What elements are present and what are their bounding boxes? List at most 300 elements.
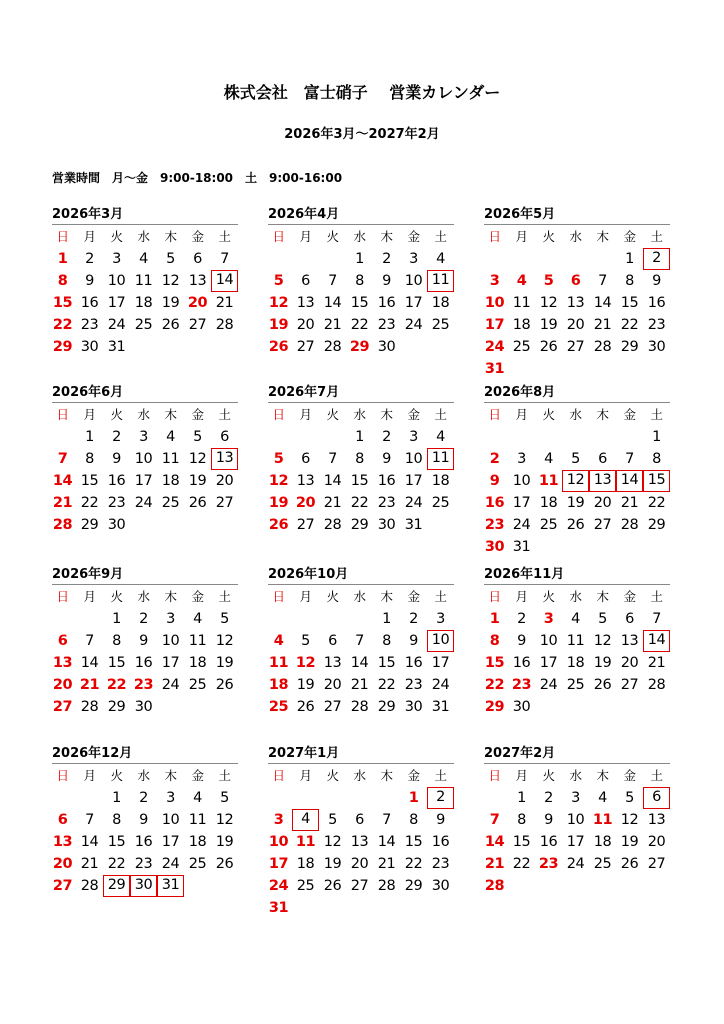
empty-cell — [562, 248, 589, 270]
day-cell: 21 — [79, 677, 100, 693]
day-cell: 14 — [377, 834, 396, 850]
day-cell: 30 — [377, 339, 396, 355]
day-cell: 23 — [484, 517, 505, 533]
empty-cell — [292, 787, 319, 809]
day-cell: 10 — [566, 812, 585, 828]
weekday-header: 木 — [380, 768, 393, 783]
day-cell: 1 — [112, 790, 121, 806]
weekday-header: 木 — [164, 589, 177, 604]
weekday-header: 土 — [218, 229, 231, 244]
day-cell: 25 — [134, 317, 153, 333]
empty-cell — [481, 787, 508, 809]
weekday-header: 土 — [650, 407, 663, 422]
day-cell-marked: 11 — [427, 270, 454, 292]
day-cell: 14 — [80, 834, 99, 850]
day-cell: 16 — [134, 834, 153, 850]
day-cell: 6 — [193, 251, 202, 267]
day-cell: 13 — [188, 273, 207, 289]
day-cell: 3 — [571, 790, 580, 806]
weekday-header: 金 — [623, 768, 636, 783]
day-cell: 28 — [484, 878, 505, 894]
day-cell: 17 — [484, 317, 505, 333]
day-cell: 27 — [350, 878, 369, 894]
day-cell: 22 — [377, 677, 396, 693]
day-cell: 7 — [220, 251, 229, 267]
month-calendar — [52, 385, 238, 536]
day-cell: 12 — [188, 451, 207, 467]
day-cell: 28 — [377, 878, 396, 894]
day-cell: 30 — [431, 878, 450, 894]
empty-cell — [508, 426, 535, 448]
day-cell: 28 — [350, 699, 369, 715]
day-cell: 15 — [52, 295, 73, 311]
day-cell: 12 — [215, 812, 234, 828]
weekday-header: 金 — [191, 768, 204, 783]
business-hours: 営業時間 月～金 9:00-18:00 土 9:00-16:00 — [52, 171, 343, 185]
day-cell: 6 — [301, 451, 310, 467]
day-grid — [49, 225, 238, 358]
day-cell-marked: 11 — [427, 448, 454, 470]
month-calendar — [484, 385, 670, 558]
day-cell: 10 — [268, 834, 289, 850]
day-cell: 11 — [592, 812, 613, 828]
day-cell: 28 — [52, 517, 73, 533]
day-cell: 21 — [484, 856, 505, 872]
day-cell-marked: 14 — [616, 470, 643, 492]
day-cell: 29 — [377, 699, 396, 715]
day-cell: 19 — [593, 655, 612, 671]
day-cell: 9 — [652, 273, 661, 289]
month-calendar — [52, 567, 238, 718]
weekday-header: 金 — [407, 407, 420, 422]
day-cell: 9 — [544, 812, 553, 828]
day-cell: 19 — [296, 677, 315, 693]
day-cell: 24 — [539, 677, 558, 693]
day-cell: 4 — [436, 429, 445, 445]
day-cell: 18 — [512, 317, 531, 333]
day-cell: 12 — [620, 812, 639, 828]
day-cell: 26 — [296, 699, 315, 715]
day-cell: 26 — [620, 856, 639, 872]
day-cell: 5 — [301, 633, 310, 649]
day-cell: 15 — [620, 295, 639, 311]
day-cell: 8 — [489, 633, 500, 649]
day-cell: 7 — [328, 451, 337, 467]
day-cell: 16 — [539, 834, 558, 850]
day-cell: 28 — [80, 699, 99, 715]
day-cell: 20 — [52, 856, 73, 872]
weekday-header: 木 — [380, 589, 393, 604]
day-cell: 21 — [80, 856, 99, 872]
month-calendar — [268, 746, 454, 919]
weekday-header: 水 — [353, 407, 366, 422]
day-cell: 5 — [328, 812, 337, 828]
weekday-header: 日 — [272, 589, 285, 604]
day-cell: 12 — [539, 295, 558, 311]
day-cell: 1 — [382, 611, 391, 627]
day-cell: 12 — [161, 273, 180, 289]
day-cell: 8 — [85, 451, 94, 467]
day-grid — [265, 764, 454, 919]
day-cell: 9 — [139, 812, 148, 828]
month-title: 2026年4月 — [268, 207, 454, 225]
day-grid — [49, 403, 238, 536]
day-cell: 23 — [133, 677, 154, 693]
day-cell: 29 — [52, 339, 73, 355]
day-grid — [481, 764, 670, 897]
weekday-header: 火 — [326, 229, 339, 244]
day-cell: 17 — [539, 655, 558, 671]
weekday-header: 金 — [623, 407, 636, 422]
day-cell: 17 — [107, 295, 126, 311]
day-cell: 17 — [268, 856, 289, 872]
day-cell: 17 — [512, 495, 531, 511]
weekday-header: 木 — [596, 589, 609, 604]
day-cell: 18 — [134, 295, 153, 311]
day-cell: 25 — [431, 495, 450, 511]
day-cell: 22 — [647, 495, 666, 511]
weekday-header: 月 — [515, 589, 528, 604]
day-cell: 7 — [85, 812, 94, 828]
day-cell: 17 — [404, 295, 423, 311]
empty-cell — [535, 426, 562, 448]
day-cell: 12 — [295, 655, 316, 671]
weekday-header: 金 — [191, 589, 204, 604]
day-cell: 3 — [517, 451, 526, 467]
day-cell: 6 — [57, 812, 68, 828]
day-cell: 27 — [296, 517, 315, 533]
day-cell: 21 — [52, 495, 73, 511]
day-cell: 24 — [566, 856, 585, 872]
day-cell: 15 — [484, 655, 505, 671]
day-cell: 5 — [543, 273, 554, 289]
day-cell: 23 — [377, 495, 396, 511]
weekday-header: 水 — [353, 768, 366, 783]
empty-cell — [319, 608, 346, 630]
day-cell: 16 — [484, 495, 505, 511]
month-title: 2026年9月 — [52, 567, 238, 585]
day-cell: 27 — [52, 878, 73, 894]
month-title: 2026年5月 — [484, 207, 670, 225]
day-cell: 2 — [139, 790, 148, 806]
day-cell: 18 — [431, 473, 450, 489]
empty-cell — [292, 608, 319, 630]
day-cell: 27 — [566, 339, 585, 355]
day-cell: 1 — [112, 611, 121, 627]
day-cell: 30 — [484, 539, 505, 555]
day-cell: 4 — [571, 611, 580, 627]
day-cell: 30 — [80, 339, 99, 355]
day-cell: 18 — [431, 295, 450, 311]
day-grid — [49, 764, 238, 897]
day-cell: 15 — [107, 655, 126, 671]
day-cell: 1 — [489, 611, 500, 627]
day-cell: 6 — [598, 451, 607, 467]
weekday-header: 土 — [650, 768, 663, 783]
day-cell: 5 — [625, 790, 634, 806]
day-cell: 3 — [543, 611, 554, 627]
day-cell: 3 — [409, 429, 418, 445]
empty-cell — [265, 426, 292, 448]
empty-cell — [319, 248, 346, 270]
day-cell: 21 — [215, 295, 234, 311]
day-cell: 2 — [382, 429, 391, 445]
day-cell: 19 — [215, 655, 234, 671]
day-cell: 1 — [57, 251, 68, 267]
day-cell-marked: 31 — [157, 875, 184, 897]
weekday-header: 火 — [326, 589, 339, 604]
empty-cell — [292, 426, 319, 448]
weekday-header: 土 — [218, 407, 231, 422]
month-calendar — [268, 385, 454, 536]
day-cell: 8 — [517, 812, 526, 828]
month-calendar — [268, 207, 454, 358]
day-cell: 24 — [484, 339, 505, 355]
weekday-header: 木 — [380, 229, 393, 244]
day-cell: 15 — [350, 295, 369, 311]
day-cell: 18 — [296, 856, 315, 872]
day-cell: 25 — [566, 677, 585, 693]
day-cell-marked: 6 — [643, 787, 670, 809]
day-cell: 3 — [166, 790, 175, 806]
empty-cell — [265, 787, 292, 809]
empty-cell — [49, 426, 76, 448]
day-cell: 30 — [107, 517, 126, 533]
day-cell: 5 — [571, 451, 580, 467]
day-cell: 29 — [647, 517, 666, 533]
empty-cell — [49, 787, 76, 809]
day-cell: 23 — [80, 317, 99, 333]
empty-cell — [562, 426, 589, 448]
day-cell-marked: 15 — [643, 470, 670, 492]
weekday-header: 火 — [542, 768, 555, 783]
weekday-header: 月 — [515, 407, 528, 422]
day-cell: 2 — [517, 611, 526, 627]
weekday-header: 月 — [515, 229, 528, 244]
page-title: 株式会社 富士硝子 営業カレンダー — [223, 83, 501, 102]
day-cell: 15 — [107, 834, 126, 850]
day-cell: 13 — [620, 633, 639, 649]
empty-cell — [481, 426, 508, 448]
day-cell: 26 — [539, 339, 558, 355]
day-cell: 28 — [215, 317, 234, 333]
day-cell-marked: 10 — [427, 630, 454, 652]
day-cell: 25 — [268, 699, 289, 715]
day-cell: 9 — [382, 273, 391, 289]
empty-cell — [589, 426, 616, 448]
day-grid — [481, 585, 670, 718]
day-cell: 20 — [593, 495, 612, 511]
weekday-header: 土 — [218, 768, 231, 783]
empty-cell — [535, 248, 562, 270]
weekday-header: 月 — [299, 229, 312, 244]
day-cell: 26 — [215, 677, 234, 693]
day-cell-marked: 2 — [643, 248, 670, 270]
weekday-header: 木 — [380, 407, 393, 422]
weekday-header: 日 — [56, 768, 69, 783]
day-cell: 21 — [647, 655, 666, 671]
day-cell: 3 — [166, 611, 175, 627]
day-cell: 3 — [409, 251, 418, 267]
day-cell: 31 — [404, 517, 423, 533]
day-cell: 30 — [404, 699, 423, 715]
day-cell: 20 — [566, 317, 585, 333]
day-cell: 2 — [85, 251, 94, 267]
empty-cell — [346, 608, 373, 630]
day-cell: 5 — [220, 611, 229, 627]
weekday-header: 土 — [218, 589, 231, 604]
day-cell: 27 — [296, 339, 315, 355]
weekday-header: 日 — [56, 407, 69, 422]
month-calendar — [484, 567, 670, 718]
day-cell: 19 — [566, 495, 585, 511]
day-cell: 4 — [193, 611, 202, 627]
empty-cell — [589, 248, 616, 270]
day-cell: 8 — [112, 812, 121, 828]
day-cell: 29 — [80, 517, 99, 533]
day-cell: 14 — [323, 295, 342, 311]
day-cell: 13 — [647, 812, 666, 828]
day-cell: 27 — [188, 317, 207, 333]
day-cell: 22 — [512, 856, 531, 872]
weekday-header: 木 — [164, 407, 177, 422]
day-cell: 24 — [161, 856, 180, 872]
day-cell: 14 — [593, 295, 612, 311]
day-cell: 5 — [220, 790, 229, 806]
day-cell: 22 — [52, 317, 73, 333]
day-cell: 24 — [268, 878, 289, 894]
day-cell: 10 — [404, 273, 423, 289]
month-calendar — [484, 746, 670, 897]
day-cell: 4 — [273, 633, 284, 649]
day-cell: 14 — [80, 655, 99, 671]
day-cell: 10 — [107, 273, 126, 289]
empty-cell — [481, 248, 508, 270]
weekday-header: 日 — [272, 229, 285, 244]
day-cell-marked: 13 — [211, 448, 238, 470]
day-cell: 2 — [489, 451, 500, 467]
day-cell: 8 — [355, 273, 364, 289]
day-cell: 20 — [647, 834, 666, 850]
day-cell: 25 — [539, 517, 558, 533]
weekday-header: 日 — [56, 589, 69, 604]
weekday-header: 水 — [353, 589, 366, 604]
day-cell: 19 — [188, 473, 207, 489]
weekday-header: 土 — [650, 589, 663, 604]
day-grid — [265, 225, 454, 358]
weekday-header: 日 — [488, 229, 501, 244]
day-cell: 13 — [296, 473, 315, 489]
day-cell: 2 — [409, 611, 418, 627]
day-cell: 20 — [187, 295, 208, 311]
weekday-header: 木 — [596, 407, 609, 422]
day-cell: 25 — [188, 677, 207, 693]
day-cell: 10 — [161, 812, 180, 828]
day-cell: 20 — [215, 473, 234, 489]
day-cell: 14 — [52, 473, 73, 489]
day-cell: 21 — [593, 317, 612, 333]
weekday-header: 土 — [434, 407, 447, 422]
day-cell: 16 — [134, 655, 153, 671]
day-grid — [481, 403, 670, 558]
day-cell: 25 — [593, 856, 612, 872]
month-title: 2026年3月 — [52, 207, 238, 225]
weekday-header: 金 — [191, 229, 204, 244]
day-cell: 8 — [409, 812, 418, 828]
weekday-header: 水 — [137, 229, 150, 244]
weekday-header: 月 — [83, 768, 96, 783]
day-cell: 9 — [382, 451, 391, 467]
day-cell: 7 — [652, 611, 661, 627]
day-cell: 17 — [134, 473, 153, 489]
day-cell: 7 — [328, 273, 337, 289]
day-cell: 3 — [273, 812, 284, 828]
day-cell: 1 — [355, 429, 364, 445]
day-cell: 5 — [273, 451, 284, 467]
day-cell: 29 — [107, 699, 126, 715]
day-cell: 24 — [107, 317, 126, 333]
weekday-header: 月 — [83, 407, 96, 422]
weekday-header: 月 — [299, 407, 312, 422]
day-cell: 10 — [484, 295, 505, 311]
day-cell: 14 — [350, 655, 369, 671]
day-cell: 25 — [188, 856, 207, 872]
day-cell: 26 — [268, 517, 289, 533]
empty-cell — [319, 787, 346, 809]
day-cell: 7 — [57, 451, 68, 467]
calendar-period: 2026年3月～2027年2月 — [284, 127, 440, 142]
empty-cell — [616, 426, 643, 448]
day-cell: 4 — [516, 273, 527, 289]
day-cell: 23 — [134, 856, 153, 872]
day-cell: 26 — [215, 856, 234, 872]
day-cell: 30 — [647, 339, 666, 355]
day-cell: 4 — [544, 451, 553, 467]
day-cell: 15 — [80, 473, 99, 489]
day-cell: 9 — [436, 812, 445, 828]
day-cell: 13 — [296, 295, 315, 311]
day-cell: 10 — [134, 451, 153, 467]
day-cell: 4 — [166, 429, 175, 445]
day-cell: 18 — [188, 655, 207, 671]
day-cell: 22 — [106, 677, 127, 693]
weekday-header: 土 — [650, 229, 663, 244]
day-cell: 16 — [404, 655, 423, 671]
day-cell: 9 — [112, 451, 121, 467]
day-cell: 18 — [566, 655, 585, 671]
day-cell: 9 — [85, 273, 94, 289]
day-cell: 17 — [404, 473, 423, 489]
day-cell: 29 — [404, 878, 423, 894]
day-cell: 23 — [404, 677, 423, 693]
day-cell: 19 — [539, 317, 558, 333]
day-cell: 25 — [161, 495, 180, 511]
day-cell-marked: 14 — [643, 630, 670, 652]
day-cell: 29 — [620, 339, 639, 355]
day-cell: 2 — [544, 790, 553, 806]
day-cell: 17 — [161, 655, 180, 671]
weekday-header: 土 — [434, 589, 447, 604]
month-title: 2026年10月 — [268, 567, 454, 585]
day-cell: 17 — [431, 655, 450, 671]
day-cell: 19 — [268, 317, 289, 333]
weekday-header: 月 — [83, 229, 96, 244]
day-cell: 20 — [52, 677, 73, 693]
day-cell: 8 — [382, 633, 391, 649]
day-cell: 31 — [431, 699, 450, 715]
weekday-header: 水 — [137, 768, 150, 783]
day-cell: 21 — [323, 317, 342, 333]
